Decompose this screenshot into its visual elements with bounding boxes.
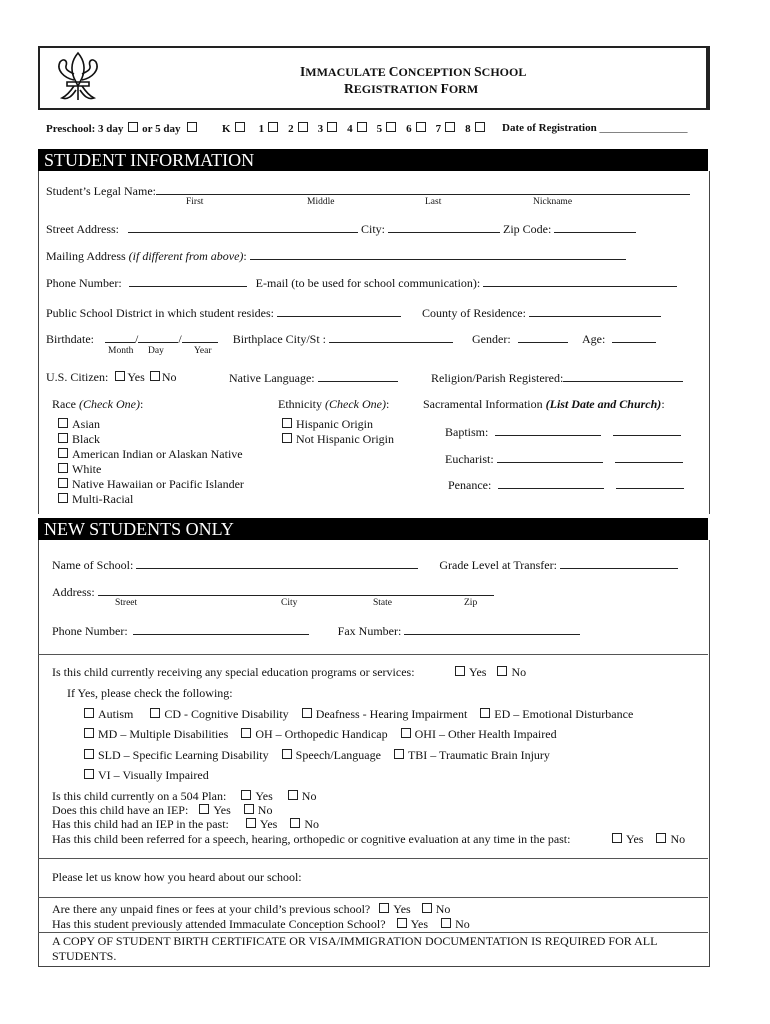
zip-field[interactable]	[554, 221, 636, 233]
special-ed-row-2	[84, 727, 557, 742]
legal-name-row: Student’s Legal Name:	[46, 183, 690, 199]
special-ed-no-checkbox[interactable]	[497, 666, 507, 676]
city-field[interactable]	[388, 221, 500, 233]
last-label: Last	[425, 197, 442, 207]
baptism-row: Baptism:	[445, 424, 681, 440]
street-row: Street Address: City: Zip Code:	[46, 221, 636, 237]
grade-checkboxes: K 1 2 3 4 5 6 7 8	[222, 122, 485, 135]
ethnicity-option-not-hispanic[interactable]: Not Hispanic Origin	[282, 432, 394, 447]
school-name-row: Name of School: Grade Level at Transfer:	[52, 557, 678, 573]
special-ed-yes-checkbox[interactable]	[455, 666, 465, 676]
new-address-row: Address:	[52, 584, 494, 600]
baptism-church-field[interactable]	[613, 424, 681, 436]
visually-impaired-option[interactable]: VI – Visually Impaired	[84, 768, 209, 782]
header-shadow	[706, 48, 709, 108]
unpaid-yes-checkbox[interactable]	[379, 903, 389, 913]
grade-4-checkbox[interactable]	[357, 122, 367, 132]
iep-past-row: Has this child had an IEP in the past: Yes No	[52, 817, 319, 831]
street-field[interactable]	[128, 221, 358, 233]
plan-504-no-checkbox[interactable]	[288, 790, 298, 800]
grade-k-checkbox[interactable]	[235, 122, 245, 132]
citizen-no-checkbox[interactable]	[150, 371, 160, 381]
grade-5-checkbox[interactable]	[386, 122, 396, 132]
religion-row: Religion/Parish Registered:	[431, 370, 683, 386]
cognitive-disability-option[interactable]: CD - Cognitive Disability	[150, 707, 288, 721]
if-yes-label: If Yes, please check the following:	[67, 686, 233, 700]
iep-past-yes-checkbox[interactable]	[246, 818, 256, 828]
preschool-3day-checkbox[interactable]	[128, 122, 138, 132]
school-name-field[interactable]	[136, 557, 418, 569]
legal-name-field[interactable]	[156, 183, 690, 195]
attended-row: Has this student previously attended Immaculate Conception School? Yes No	[52, 917, 470, 931]
street-sublabel: Street	[115, 598, 138, 608]
form-title: REGISTRATION FORM	[344, 81, 479, 96]
new-phone-field[interactable]	[133, 623, 309, 635]
fax-field[interactable]	[404, 623, 580, 635]
referred-row: Has this child been referred for a speech, hearing, orthopedic or cognitive evaluation at any time in the past:	[52, 832, 571, 846]
grade-3-checkbox[interactable]	[327, 122, 337, 132]
grade-7-checkbox[interactable]	[445, 122, 455, 132]
birth-month-field[interactable]	[105, 331, 135, 343]
native-language-field[interactable]	[318, 370, 398, 382]
mailing-row: Mailing Address (if different from above):	[46, 248, 626, 264]
unpaid-no-checkbox[interactable]	[422, 903, 432, 913]
special-ed-question: Is this child currently receiving any special education programs or services:	[52, 665, 415, 679]
day-label: Day	[148, 346, 164, 356]
race-list	[58, 417, 244, 507]
iep-now-row: Does this child have an IEP: Yes No	[52, 803, 273, 817]
grade-2-checkbox[interactable]	[298, 122, 308, 132]
form-school-name: IMMACULATE CONCEPTION SCHOOL	[300, 64, 527, 79]
race-option-american-indian[interactable]: American Indian or Alaskan Native	[58, 447, 244, 462]
unpaid-fees-row: Are there any unpaid fines or fees at your child’s previous school? Yes No	[52, 902, 451, 916]
divider-special-ed	[38, 654, 708, 655]
state-sublabel: State	[373, 598, 392, 608]
multiple-disabilities-option[interactable]: MD – Multiple Disabilities	[84, 727, 228, 741]
fleur-de-lis-logo	[50, 50, 106, 104]
race-option-native-hawaiian[interactable]: Native Hawaiian or Pacific Islander	[58, 477, 244, 492]
special-ed-row-4	[84, 768, 209, 783]
special-ed-row-3	[84, 748, 550, 763]
attended-no-checkbox[interactable]	[441, 918, 451, 928]
phone-email-row: Phone Number: E-mail (to be used for school communication):	[46, 275, 677, 291]
eucharist-church-field[interactable]	[615, 451, 683, 463]
gender-field[interactable]	[518, 331, 568, 343]
middle-label: Middle	[307, 197, 335, 207]
ethnicity-option-hispanic[interactable]: Hispanic Origin	[282, 417, 394, 432]
nickname-label: Nickname	[533, 197, 573, 207]
grade-1-checkbox[interactable]	[268, 122, 278, 132]
iep-now-no-checkbox[interactable]	[244, 804, 254, 814]
other-health-impaired-option[interactable]: OHI – Other Health Impaired	[401, 727, 557, 741]
divider-notice	[38, 932, 708, 933]
plan-504-yes-checkbox[interactable]	[241, 790, 251, 800]
special-ed-answers: Yes No	[455, 665, 526, 680]
phone-field[interactable]	[129, 275, 247, 287]
mailing-field[interactable]	[250, 248, 626, 260]
first-label: First	[186, 197, 204, 207]
year-label: Year	[194, 346, 212, 356]
special-ed-row-1	[84, 707, 633, 722]
preschool-5day-checkbox[interactable]	[187, 122, 197, 132]
referred-no-checkbox[interactable]	[656, 833, 666, 843]
grade-transfer-field[interactable]	[560, 557, 678, 569]
autism-option[interactable]: Autism	[84, 707, 133, 721]
or-5-day-label: or 5 day	[142, 123, 181, 135]
race-option-white[interactable]: White	[58, 462, 244, 477]
sacramental-label: Sacramental Information (List Date and Church):	[423, 397, 665, 411]
city-sublabel: City	[281, 598, 298, 608]
new-phone-row: Phone Number: Fax Number:	[52, 623, 580, 639]
native-language-row: Native Language:	[229, 370, 398, 386]
required-docs-notice: A COPY OF STUDENT BIRTH CERTIFICATE OR VISA/IMMIGRATION DOCUMENTATION IS REQUIRED FOR ALL STUDENTS.	[52, 934, 658, 963]
speech-language-option[interactable]: Speech/Language	[282, 748, 381, 762]
grade-8-checkbox[interactable]	[475, 122, 485, 132]
age-field[interactable]	[612, 331, 656, 343]
zip-sublabel: Zip	[464, 598, 478, 608]
county-field[interactable]	[529, 305, 661, 317]
penance-row: Penance:	[448, 477, 684, 493]
traumatic-brain-injury-option[interactable]: TBI – Traumatic Brain Injury	[394, 748, 550, 762]
iep-past-no-checkbox[interactable]	[290, 818, 300, 828]
race-option-black[interactable]: Black	[58, 432, 244, 447]
ethnicity-label: Ethnicity (Check One):	[278, 397, 390, 411]
referred-yes-checkbox[interactable]	[612, 833, 622, 843]
student-info-header: STUDENT INFORMATION	[38, 149, 708, 171]
citizen-yes-checkbox[interactable]	[115, 371, 125, 381]
new-address-field[interactable]	[98, 584, 494, 596]
plan-504-row: Is this child currently on a 504 Plan: Yes No	[52, 789, 317, 803]
birthplace-field[interactable]	[329, 331, 453, 343]
race-option-multi-racial[interactable]: Multi-Racial	[58, 492, 244, 507]
date-of-registration-field[interactable]: ________________	[599, 122, 688, 134]
deafness-option[interactable]: Deafness - Hearing Impairment	[302, 707, 468, 721]
learning-disability-option[interactable]: SLD – Specific Learning Disability	[84, 748, 269, 762]
attended-yes-checkbox[interactable]	[397, 918, 407, 928]
month-label: Month	[108, 346, 134, 356]
iep-now-yes-checkbox[interactable]	[199, 804, 209, 814]
preschool-label: Preschool: 3 day	[46, 123, 124, 135]
orthopedic-handicap-option[interactable]: OH – Orthopedic Handicap	[241, 727, 387, 741]
district-row: Public School District in which student resides: County of Residence:	[46, 305, 661, 321]
birth-year-field[interactable]	[182, 331, 218, 343]
emotional-disturbance-option[interactable]: ED – Emotional Disturbance	[480, 707, 633, 721]
eucharist-row: Eucharist:	[445, 451, 683, 467]
race-label: Race (Check One):	[52, 397, 144, 411]
referred-answers: Yes No	[612, 832, 685, 847]
divider-fees	[38, 897, 708, 898]
birth-day-field[interactable]	[138, 331, 178, 343]
district-field[interactable]	[277, 305, 401, 317]
citizen-row: U.S. Citizen: Yes No	[46, 370, 177, 384]
baptism-date-field[interactable]	[495, 424, 601, 436]
eucharist-date-field[interactable]	[497, 451, 603, 463]
race-option-asian[interactable]: Asian	[58, 417, 244, 432]
ethnicity-list	[282, 417, 394, 447]
penance-date-field[interactable]	[498, 477, 604, 489]
divider-heard	[38, 858, 708, 859]
heard-about-label: Please let us know how you heard about our school:	[52, 870, 302, 884]
birth-row: Birthdate: / / Birthplace City/St : Gender: Age:	[46, 331, 656, 347]
grade-row	[46, 122, 197, 135]
religion-field[interactable]	[563, 370, 683, 382]
email-field[interactable]	[483, 275, 677, 287]
grade-6-checkbox[interactable]	[416, 122, 426, 132]
penance-church-field[interactable]	[616, 477, 684, 489]
date-of-registration: Date of Registration ________________	[502, 122, 688, 134]
new-students-header: NEW STUDENTS ONLY	[38, 518, 708, 540]
